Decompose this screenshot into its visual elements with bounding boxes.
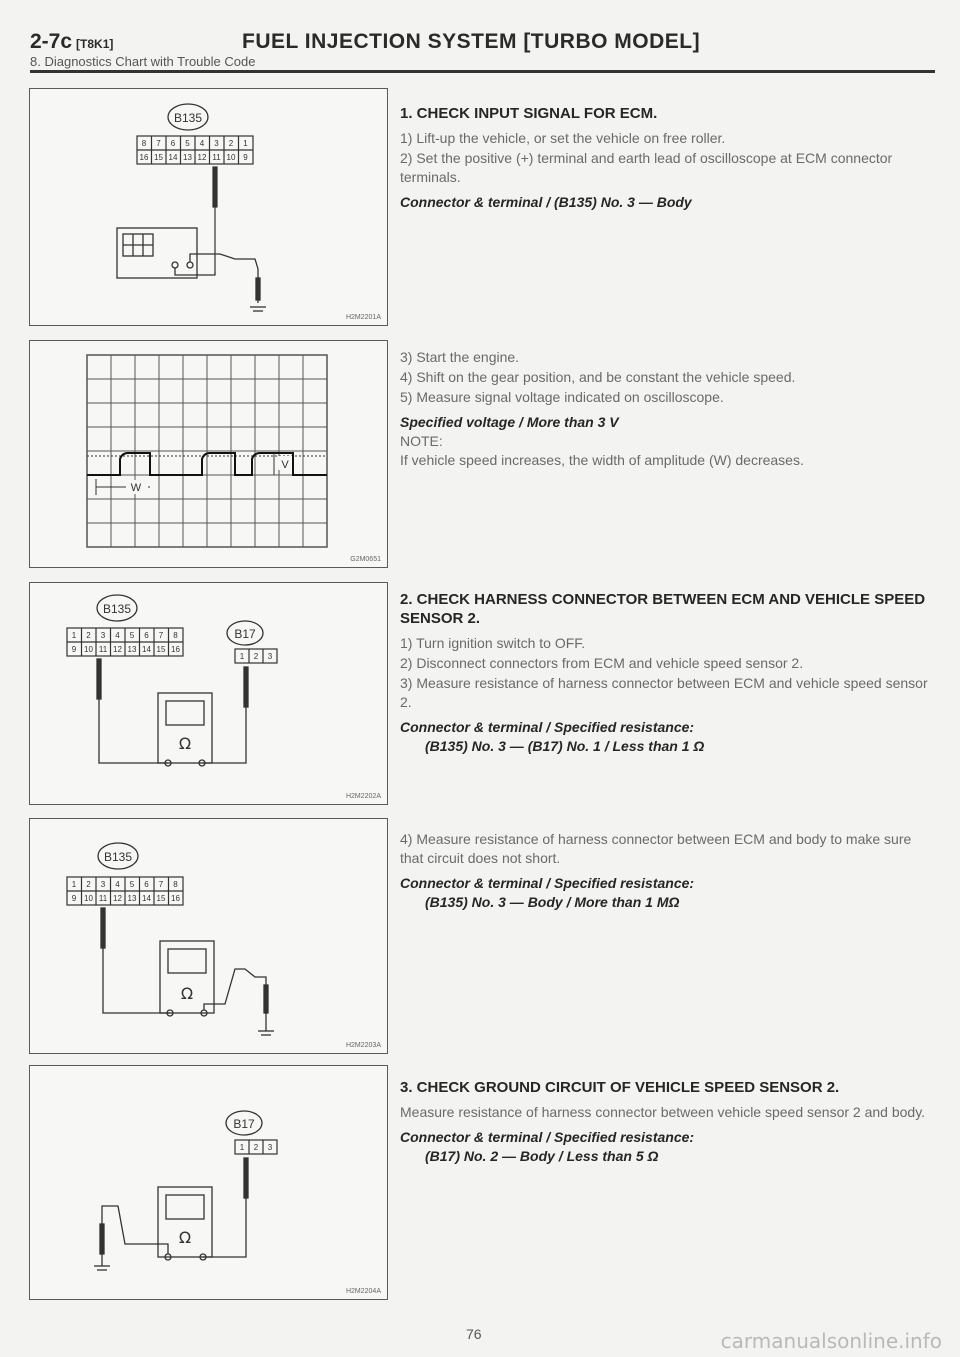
pin-label: 6 [170, 139, 176, 148]
figure-code: G2M0651 [350, 556, 381, 563]
step-3-heading: 3. CHECK GROUND CIRCUIT OF VEHICLE SPEED SENSOR 2. [400, 1079, 840, 1096]
pin-label: 5 [129, 631, 135, 640]
figure-ecm-sensor-resistance [29, 582, 388, 805]
figure-code: H2M2203A [345, 1042, 381, 1049]
figure-ecm-body-resistance [29, 818, 388, 1054]
pin-label: 9 [71, 894, 77, 903]
header-rule [30, 70, 935, 73]
pin-label: 13 [127, 894, 137, 903]
instruction-line: Measure resistance of harness connector between vehicle speed sensor 2 and body. [400, 1104, 926, 1120]
pin-label: 10 [226, 153, 236, 162]
pin-label: 2 [228, 139, 234, 148]
pin-label: 15 [154, 153, 163, 162]
instruction-line: 3) Measure resistance of harness connector between ECM and vehicle speed sensor 2. [400, 675, 928, 710]
width-label: W [130, 482, 142, 494]
pin-label: 8 [141, 139, 147, 148]
section-code [30, 30, 113, 54]
pin-label: 1 [71, 631, 77, 640]
pin-label: 10 [84, 894, 93, 903]
spec-label: Connector & terminal / Specified resistance: [400, 875, 695, 891]
ohm-symbol: Ω [178, 734, 192, 753]
pin-label: 11 [212, 153, 221, 162]
pin-label: 11 [98, 894, 108, 903]
page-number: 76 [466, 1326, 482, 1342]
spec-label: Connector & terminal / Specified resistance: [400, 719, 695, 735]
spec-value: (B17) No. 2 — Body / Less than 5 Ω [425, 1148, 659, 1164]
pin-label: 7 [158, 880, 164, 889]
pin-label: 3 [100, 631, 106, 640]
step-2-heading: 2. CHECK HARNESS CONNECTOR BETWEEN ECM AND VEHICLE SPEED SENSOR 2. [400, 591, 926, 627]
pin-label: 15 [156, 645, 166, 654]
note-label: NOTE: [400, 433, 443, 449]
pin-label: 16 [171, 645, 180, 654]
section-tag: [T8K1] [76, 37, 114, 51]
connector-label: B135 [103, 850, 133, 864]
test-probe [213, 167, 217, 272]
pin-label: 5 [185, 139, 190, 148]
pin-label: 15 [156, 894, 166, 903]
connector-label: B17 [234, 627, 256, 641]
step-2-text-b [400, 830, 935, 912]
instruction-line: 5) Measure signal voltage indicated on oscilloscope. [400, 389, 724, 405]
pin-label: 14 [142, 645, 151, 654]
pin-label: 13 [127, 645, 137, 654]
figure-code: H2M2202A [345, 793, 381, 800]
pin-label: 14 [168, 153, 178, 162]
instruction-line: 4) Measure resistance of harness connector between ECM and body to make sure that circuit does not short. [400, 831, 912, 866]
pin-label: 14 [142, 894, 151, 903]
ohmmeter [101, 908, 274, 1035]
pin-label: 2 [86, 631, 91, 640]
instruction-line: 2) Set the positive (+) terminal and earth lead of oscilloscope at ECM connector terminals. [400, 150, 893, 185]
pin-label: 1 [243, 139, 248, 148]
ohmmeter [97, 659, 248, 766]
connector-label: B17 [233, 1117, 255, 1131]
pin-label: 8 [173, 880, 178, 889]
spec-value: (B135) No. 3 — Body / More than 1 MΩ [425, 894, 680, 910]
pin-label: 10 [84, 645, 93, 654]
pin-label: 2 [253, 652, 259, 661]
pin-label: 11 [98, 645, 108, 654]
voltage-label: V [281, 459, 289, 471]
oscilloscope [117, 228, 266, 311]
figure-1-drawing [30, 89, 386, 323]
figure-sensor-ground [29, 1065, 388, 1300]
pin-label: 8 [173, 631, 178, 640]
pin-label: 7 [158, 631, 164, 640]
figure-4-drawing [30, 819, 386, 1051]
pin-label: 12 [197, 153, 207, 162]
pin-label: 1 [239, 652, 245, 661]
watermark: carmanualsonline.info [720, 1329, 942, 1353]
figure-waveform [29, 340, 388, 568]
spec-label: Connector & terminal / Specified resistance: [400, 1129, 695, 1145]
pin-label: 3 [267, 652, 273, 661]
pin-label: 4 [199, 139, 205, 148]
instruction-line: 1) Turn ignition switch to OFF. [400, 635, 586, 651]
pin-label: 16 [139, 153, 149, 162]
pin-label: 6 [144, 631, 149, 640]
spec-value: (B135) No. 3 — (B17) No. 1 / Less than 1 Ω [425, 738, 705, 754]
pin-label: 7 [156, 139, 161, 148]
ohmmeter [94, 1158, 248, 1270]
figure-oscilloscope-hookup [29, 88, 388, 326]
step-3-text [400, 1078, 935, 1166]
pin-label: 6 [144, 880, 149, 889]
spec-line: Connector & terminal / (B135) No. 3 — Body [400, 194, 692, 210]
pin-label: 9 [243, 153, 248, 162]
step-1-heading: 1. CHECK INPUT SIGNAL FOR ECM. [400, 105, 658, 122]
scope-grid [87, 355, 327, 547]
step-2-text-a [400, 590, 935, 756]
page-subtitle: 8. Diagnostics Chart with Trouble Code [30, 54, 256, 69]
pin-label: 9 [71, 645, 77, 654]
pin-label: 3 [100, 880, 106, 889]
figure-2-drawing [30, 341, 386, 565]
pin-label: 16 [171, 894, 180, 903]
instruction-line: 2) Disconnect connectors from ECM and vehicle speed sensor 2. [400, 655, 804, 671]
pin-label: 2 [253, 1143, 259, 1152]
connector-label: B135 [102, 602, 132, 616]
figure-5-drawing [30, 1066, 386, 1297]
section-number: 2-7c [30, 30, 73, 53]
step-1-text-a [400, 104, 935, 212]
instruction-line: 4) Shift on the gear position, and be constant the vehicle speed. [400, 369, 796, 385]
pin-label: 13 [183, 153, 192, 162]
pin-label: 3 [214, 139, 219, 148]
note-text: If vehicle speed increases, the width of amplitude (W) decreases. [400, 452, 804, 468]
figure-code: H2M2201A [345, 314, 381, 321]
instruction-line: 3) Start the engine. [400, 349, 520, 365]
page-title: FUEL INJECTION SYSTEM [TURBO MODEL] [242, 30, 701, 53]
figure-code: H2M2204A [345, 1288, 381, 1295]
spec-line: Specified voltage / More than 3 V [400, 414, 619, 430]
ohm-symbol: Ω [178, 1228, 192, 1247]
instruction-line: 1) Lift-up the vehicle, or set the vehicle on free roller. [400, 130, 726, 146]
pin-label: 3 [267, 1143, 273, 1152]
step-1-text-b [400, 348, 935, 470]
pin-label: 4 [115, 880, 120, 889]
pin-label: 1 [71, 880, 77, 889]
pin-label: 5 [129, 880, 135, 889]
pin-label: 1 [239, 1143, 245, 1152]
figure-3-drawing [30, 583, 386, 802]
connector-label: B135 [173, 111, 203, 125]
ohm-symbol: Ω [180, 984, 194, 1003]
pin-label: 2 [86, 880, 91, 889]
pin-label: 12 [113, 645, 122, 654]
pin-label: 12 [113, 894, 122, 903]
pin-label: 4 [115, 631, 120, 640]
